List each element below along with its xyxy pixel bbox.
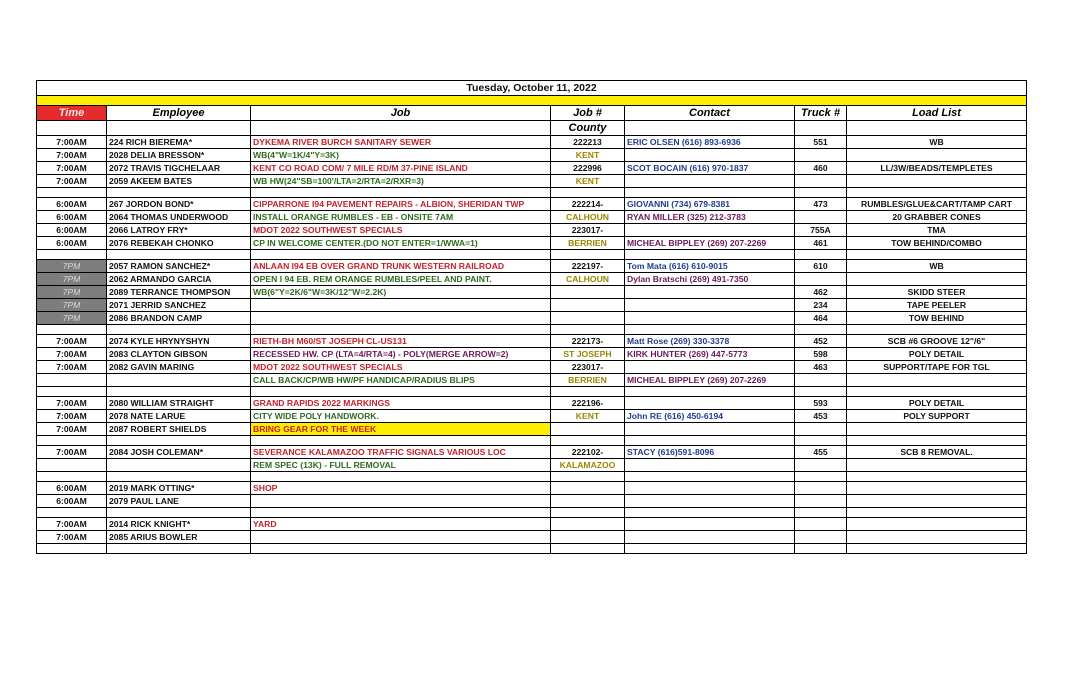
time-cell: 7PM bbox=[37, 273, 107, 286]
truck-cell bbox=[795, 374, 847, 387]
schedule-table bbox=[36, 80, 1027, 554]
load-list-cell: SUPPORT/TAPE FOR TGL bbox=[847, 361, 1027, 374]
job-number-cell: BERRIEN bbox=[551, 237, 625, 250]
contact-cell bbox=[625, 286, 795, 299]
job-cell: CP IN WELCOME CENTER.(DO NOT ENTER=1/WWA=1) bbox=[251, 237, 551, 250]
table-row bbox=[37, 482, 1027, 495]
job-number-cell: 222102- bbox=[551, 446, 625, 459]
employee-cell: 2066 LATROY FRY* bbox=[107, 224, 251, 237]
contact-cell bbox=[625, 518, 795, 531]
contact-cell: MICHEAL BIPPLEY (269) 207-2269 bbox=[625, 237, 795, 250]
load-list-cell: SKIDD STEER bbox=[847, 286, 1027, 299]
contact-cell: ERIC OLSEN (616) 893-6936 bbox=[625, 136, 795, 149]
table-row bbox=[37, 423, 1027, 436]
job-cell: OPEN I 94 EB. REM ORANGE RUMBLES/PEEL AND PAINT. bbox=[251, 273, 551, 286]
job-number-cell: 223017- bbox=[551, 224, 625, 237]
time-cell: 6:00AM bbox=[37, 224, 107, 237]
time-cell bbox=[37, 459, 107, 472]
employee-cell: 2071 JERRID SANCHEZ bbox=[107, 299, 251, 312]
job-cell: RIETH-BH M60/ST JOSEPH CL-US131 bbox=[251, 335, 551, 348]
time-cell: 7PM bbox=[37, 312, 107, 325]
table-row bbox=[37, 312, 1027, 325]
employee-cell: 224 RICH BIEREMA* bbox=[107, 136, 251, 149]
load-list-cell: TAPE PEELER bbox=[847, 299, 1027, 312]
table-row bbox=[37, 286, 1027, 299]
truck-cell: 598 bbox=[795, 348, 847, 361]
job-number-cell: 223017- bbox=[551, 361, 625, 374]
load-list-cell: TOW BEHIND bbox=[847, 312, 1027, 325]
contact-cell bbox=[625, 361, 795, 374]
truck-cell bbox=[795, 495, 847, 508]
employee-cell: 2085 ARIUS BOWLER bbox=[107, 531, 251, 544]
contact-cell bbox=[625, 312, 795, 325]
time-cell: 7:00AM bbox=[37, 446, 107, 459]
table-row bbox=[37, 299, 1027, 312]
table-row bbox=[37, 531, 1027, 544]
job-number-cell: ST JOSEPH bbox=[551, 348, 625, 361]
job-cell bbox=[251, 299, 551, 312]
job-number-cell bbox=[551, 286, 625, 299]
contact-cell: KIRK HUNTER (269) 447-5773 bbox=[625, 348, 795, 361]
employee-cell: 2078 NATE LARUE bbox=[107, 410, 251, 423]
load-list-cell: SCB #6 GROOVE 12"/6" bbox=[847, 335, 1027, 348]
table-row bbox=[37, 518, 1027, 531]
load-list-cell: RUMBLES/GLUE&CART/TAMP CART bbox=[847, 198, 1027, 211]
job-number-cell bbox=[551, 495, 625, 508]
truck-cell: 473 bbox=[795, 198, 847, 211]
contact-cell bbox=[625, 224, 795, 237]
time-cell: 6:00AM bbox=[37, 495, 107, 508]
job-cell: REM SPEC (13K) - FULL REMOVAL bbox=[251, 459, 551, 472]
truck-cell bbox=[795, 175, 847, 188]
table-row bbox=[37, 149, 1027, 162]
truck-cell bbox=[795, 211, 847, 224]
truck-cell bbox=[795, 149, 847, 162]
job-cell bbox=[251, 531, 551, 544]
load-list-cell bbox=[847, 495, 1027, 508]
employee-cell bbox=[107, 374, 251, 387]
employee-cell: 2019 MARK OTTING* bbox=[107, 482, 251, 495]
header-load-list: Load List bbox=[847, 106, 1027, 121]
job-cell bbox=[251, 495, 551, 508]
load-list-cell bbox=[847, 374, 1027, 387]
load-list-cell: 20 GRABBER CONES bbox=[847, 211, 1027, 224]
truck-cell: 551 bbox=[795, 136, 847, 149]
load-list-cell: TOW BEHIND/COMBO bbox=[847, 237, 1027, 250]
truck-cell: 452 bbox=[795, 335, 847, 348]
job-number-cell: KENT bbox=[551, 410, 625, 423]
yellow-divider bbox=[37, 96, 1027, 106]
table-row bbox=[37, 446, 1027, 459]
time-cell: 7:00AM bbox=[37, 361, 107, 374]
job-number-cell: KENT bbox=[551, 175, 625, 188]
job-cell: MDOT 2022 SOUTHWEST SPECIALS bbox=[251, 361, 551, 374]
time-cell bbox=[37, 374, 107, 387]
table-row bbox=[37, 273, 1027, 286]
job-number-cell: KENT bbox=[551, 149, 625, 162]
load-list-cell: WB bbox=[847, 260, 1027, 273]
job-cell: CITY WIDE POLY HANDWORK. bbox=[251, 410, 551, 423]
load-list-cell: POLY DETAIL bbox=[847, 348, 1027, 361]
contact-cell bbox=[625, 459, 795, 472]
contact-cell: STACY (616)591-8096 bbox=[625, 446, 795, 459]
employee-cell: 2082 GAVIN MARING bbox=[107, 361, 251, 374]
load-list-cell bbox=[847, 531, 1027, 544]
load-list-cell bbox=[847, 273, 1027, 286]
table-row bbox=[37, 211, 1027, 224]
job-cell: BRING GEAR FOR THE WEEK bbox=[251, 423, 551, 436]
job-cell: WB(6"Y=2K/6"W=3K/12"W=2.2K) bbox=[251, 286, 551, 299]
employee-cell: 2083 CLAYTON GIBSON bbox=[107, 348, 251, 361]
job-number-cell bbox=[551, 299, 625, 312]
truck-cell: 234 bbox=[795, 299, 847, 312]
employee-cell: 2089 TERRANCE THOMPSON bbox=[107, 286, 251, 299]
job-number-cell bbox=[551, 531, 625, 544]
contact-cell bbox=[625, 423, 795, 436]
truck-cell: 461 bbox=[795, 237, 847, 250]
employee-cell: 2084 JOSH COLEMAN* bbox=[107, 446, 251, 459]
header-contact: Contact bbox=[625, 106, 795, 121]
truck-cell: 610 bbox=[795, 260, 847, 273]
job-cell: ANLAAN I94 EB OVER GRAND TRUNK WESTERN RAILROAD bbox=[251, 260, 551, 273]
contact-cell: John RE (616) 450-6194 bbox=[625, 410, 795, 423]
table-row bbox=[37, 224, 1027, 237]
contact-cell: Tom Mata (616) 610-9015 bbox=[625, 260, 795, 273]
time-cell: 6:00AM bbox=[37, 482, 107, 495]
job-number-cell: 222213 bbox=[551, 136, 625, 149]
job-cell: KENT CO ROAD COM/ 7 MILE RD/M 37-PINE ISLAND bbox=[251, 162, 551, 175]
subheader-row bbox=[37, 121, 1027, 136]
header-job: Job bbox=[251, 106, 551, 121]
job-cell: CALL BACK/CP/WB HW/PF HANDICAP/RADIUS BLIPS bbox=[251, 374, 551, 387]
load-list-cell bbox=[847, 518, 1027, 531]
job-number-cell: 222214- bbox=[551, 198, 625, 211]
time-cell: 7PM bbox=[37, 286, 107, 299]
table-row bbox=[37, 237, 1027, 250]
load-list-cell: TMA bbox=[847, 224, 1027, 237]
load-list-cell bbox=[847, 482, 1027, 495]
job-number-cell: 222197- bbox=[551, 260, 625, 273]
table-row bbox=[37, 260, 1027, 273]
contact-cell: RYAN MILLER (325) 212-3783 bbox=[625, 211, 795, 224]
table-row bbox=[37, 348, 1027, 361]
job-cell: RECESSED HW. CP (LTA=4/RTA=4) - POLY(MERGE ARROW=2) bbox=[251, 348, 551, 361]
load-list-cell bbox=[847, 423, 1027, 436]
time-cell: 6:00AM bbox=[37, 237, 107, 250]
blank-row bbox=[37, 325, 1027, 335]
blank-row bbox=[37, 508, 1027, 518]
time-cell: 7:00AM bbox=[37, 518, 107, 531]
truck-cell bbox=[795, 531, 847, 544]
time-cell: 7:00AM bbox=[37, 149, 107, 162]
job-cell: WB(4"W=1K/4"Y=3K) bbox=[251, 149, 551, 162]
truck-cell: 460 bbox=[795, 162, 847, 175]
job-cell: MDOT 2022 SOUTHWEST SPECIALS bbox=[251, 224, 551, 237]
time-cell: 7:00AM bbox=[37, 335, 107, 348]
table-row bbox=[37, 175, 1027, 188]
employee-cell: 2059 AKEEM BATES bbox=[107, 175, 251, 188]
load-list-cell: LL/3W/BEADS/TEMPLETES bbox=[847, 162, 1027, 175]
header-truck: Truck # bbox=[795, 106, 847, 121]
job-cell: DYKEMA RIVER BURCH SANITARY SEWER bbox=[251, 136, 551, 149]
time-cell: 7:00AM bbox=[37, 423, 107, 436]
table-row bbox=[37, 198, 1027, 211]
truck-cell bbox=[795, 482, 847, 495]
job-cell: CIPPARRONE I94 PAVEMENT REPAIRS - ALBION, SHERIDAN TWP bbox=[251, 198, 551, 211]
table-row bbox=[37, 397, 1027, 410]
time-cell: 7:00AM bbox=[37, 410, 107, 423]
employee-cell: 2079 PAUL LANE bbox=[107, 495, 251, 508]
contact-cell bbox=[625, 531, 795, 544]
blank-row bbox=[37, 188, 1027, 198]
time-cell: 6:00AM bbox=[37, 211, 107, 224]
contact-cell: MICHEAL BIPPLEY (269) 207-2269 bbox=[625, 374, 795, 387]
employee-cell bbox=[107, 459, 251, 472]
truck-cell: 455 bbox=[795, 446, 847, 459]
job-number-cell bbox=[551, 482, 625, 495]
contact-cell bbox=[625, 299, 795, 312]
contact-cell bbox=[625, 149, 795, 162]
contact-cell bbox=[625, 482, 795, 495]
truck-cell: 464 bbox=[795, 312, 847, 325]
job-cell: GRAND RAPIDS 2022 MARKINGS bbox=[251, 397, 551, 410]
table-row bbox=[37, 136, 1027, 149]
blank-row bbox=[37, 250, 1027, 260]
truck-cell: 463 bbox=[795, 361, 847, 374]
job-number-cell bbox=[551, 423, 625, 436]
header-row bbox=[37, 106, 1027, 121]
time-cell: 6:00AM bbox=[37, 198, 107, 211]
contact-cell: Dylan Bratschi (269) 491-7350 bbox=[625, 273, 795, 286]
employee-cell: 2076 REBEKAH CHONKO bbox=[107, 237, 251, 250]
schedule-sheet bbox=[36, 80, 1026, 554]
time-cell: 7:00AM bbox=[37, 162, 107, 175]
job-number-cell: BERRIEN bbox=[551, 374, 625, 387]
employee-cell: 2057 RAMON SANCHEZ* bbox=[107, 260, 251, 273]
job-cell: YARD bbox=[251, 518, 551, 531]
load-list-cell bbox=[847, 459, 1027, 472]
employee-cell: 2087 ROBERT SHIELDS bbox=[107, 423, 251, 436]
job-cell: WB HW(24"SB=100'/LTA=2/RTA=2/RXR=3) bbox=[251, 175, 551, 188]
job-number-cell: KALAMAZOO bbox=[551, 459, 625, 472]
time-cell: 7:00AM bbox=[37, 531, 107, 544]
employee-cell: 2062 ARMANDO GARCIA bbox=[107, 273, 251, 286]
contact-cell: Matt Rose (269) 330-3378 bbox=[625, 335, 795, 348]
time-cell: 7:00AM bbox=[37, 136, 107, 149]
job-cell: INSTALL ORANGE RUMBLES - EB - ONSITE 7AM bbox=[251, 211, 551, 224]
load-list-cell bbox=[847, 149, 1027, 162]
load-list-cell: POLY DETAIL bbox=[847, 397, 1027, 410]
truck-cell bbox=[795, 273, 847, 286]
truck-cell: 593 bbox=[795, 397, 847, 410]
employee-cell: 2080 WILLIAM STRAIGHT bbox=[107, 397, 251, 410]
time-cell: 7:00AM bbox=[37, 397, 107, 410]
job-cell: SEVERANCE KALAMAZOO TRAFFIC SIGNALS VARIOUS LOC bbox=[251, 446, 551, 459]
employee-cell: 2028 DELIA BRESSON* bbox=[107, 149, 251, 162]
job-number-cell: CALHOUN bbox=[551, 273, 625, 286]
job-number-cell: CALHOUN bbox=[551, 211, 625, 224]
header-time: Time bbox=[37, 106, 107, 121]
table-row bbox=[37, 162, 1027, 175]
header-employee: Employee bbox=[107, 106, 251, 121]
employee-cell: 2014 RICK KNIGHT* bbox=[107, 518, 251, 531]
truck-cell: 462 bbox=[795, 286, 847, 299]
contact-cell bbox=[625, 495, 795, 508]
job-cell bbox=[251, 312, 551, 325]
job-number-cell: 222173- bbox=[551, 335, 625, 348]
job-number-cell: 222196- bbox=[551, 397, 625, 410]
load-list-cell: SCB 8 REMOVAL. bbox=[847, 446, 1027, 459]
truck-cell: 755A bbox=[795, 224, 847, 237]
employee-cell: 2086 BRANDON CAMP bbox=[107, 312, 251, 325]
table-row bbox=[37, 374, 1027, 387]
time-cell: 7:00AM bbox=[37, 175, 107, 188]
contact-cell bbox=[625, 175, 795, 188]
table-row bbox=[37, 459, 1027, 472]
job-number-cell: 222996 bbox=[551, 162, 625, 175]
blank-row bbox=[37, 387, 1027, 397]
employee-cell: 267 JORDON BOND* bbox=[107, 198, 251, 211]
table-row bbox=[37, 410, 1027, 423]
load-list-cell: POLY SUPPORT bbox=[847, 410, 1027, 423]
blank-row bbox=[37, 472, 1027, 482]
job-number-cell bbox=[551, 312, 625, 325]
time-cell: 7PM bbox=[37, 260, 107, 273]
time-cell: 7PM bbox=[37, 299, 107, 312]
blank-row bbox=[37, 436, 1027, 446]
contact-cell bbox=[625, 397, 795, 410]
header-job-number: Job # bbox=[551, 106, 625, 121]
load-list-cell: WB bbox=[847, 136, 1027, 149]
truck-cell bbox=[795, 459, 847, 472]
employee-cell: 2072 TRAVIS TIGCHELAAR bbox=[107, 162, 251, 175]
time-cell: 7:00AM bbox=[37, 348, 107, 361]
job-number-cell bbox=[551, 518, 625, 531]
truck-cell: 453 bbox=[795, 410, 847, 423]
employee-cell: 2074 KYLE HRYNYSHYN bbox=[107, 335, 251, 348]
contact-cell: GIOVANNI (734) 679-8381 bbox=[625, 198, 795, 211]
employee-cell: 2064 THOMAS UNDERWOOD bbox=[107, 211, 251, 224]
table-row bbox=[37, 335, 1027, 348]
job-cell: SHOP bbox=[251, 482, 551, 495]
header-county: County bbox=[551, 121, 625, 136]
schedule-date: Tuesday, October 11, 2022 bbox=[37, 81, 1027, 96]
contact-cell: SCOT BOCAIN (616) 970-1837 bbox=[625, 162, 795, 175]
table-row bbox=[37, 495, 1027, 508]
table-row bbox=[37, 361, 1027, 374]
load-list-cell bbox=[847, 175, 1027, 188]
truck-cell bbox=[795, 518, 847, 531]
blank-row bbox=[37, 544, 1027, 554]
truck-cell bbox=[795, 423, 847, 436]
